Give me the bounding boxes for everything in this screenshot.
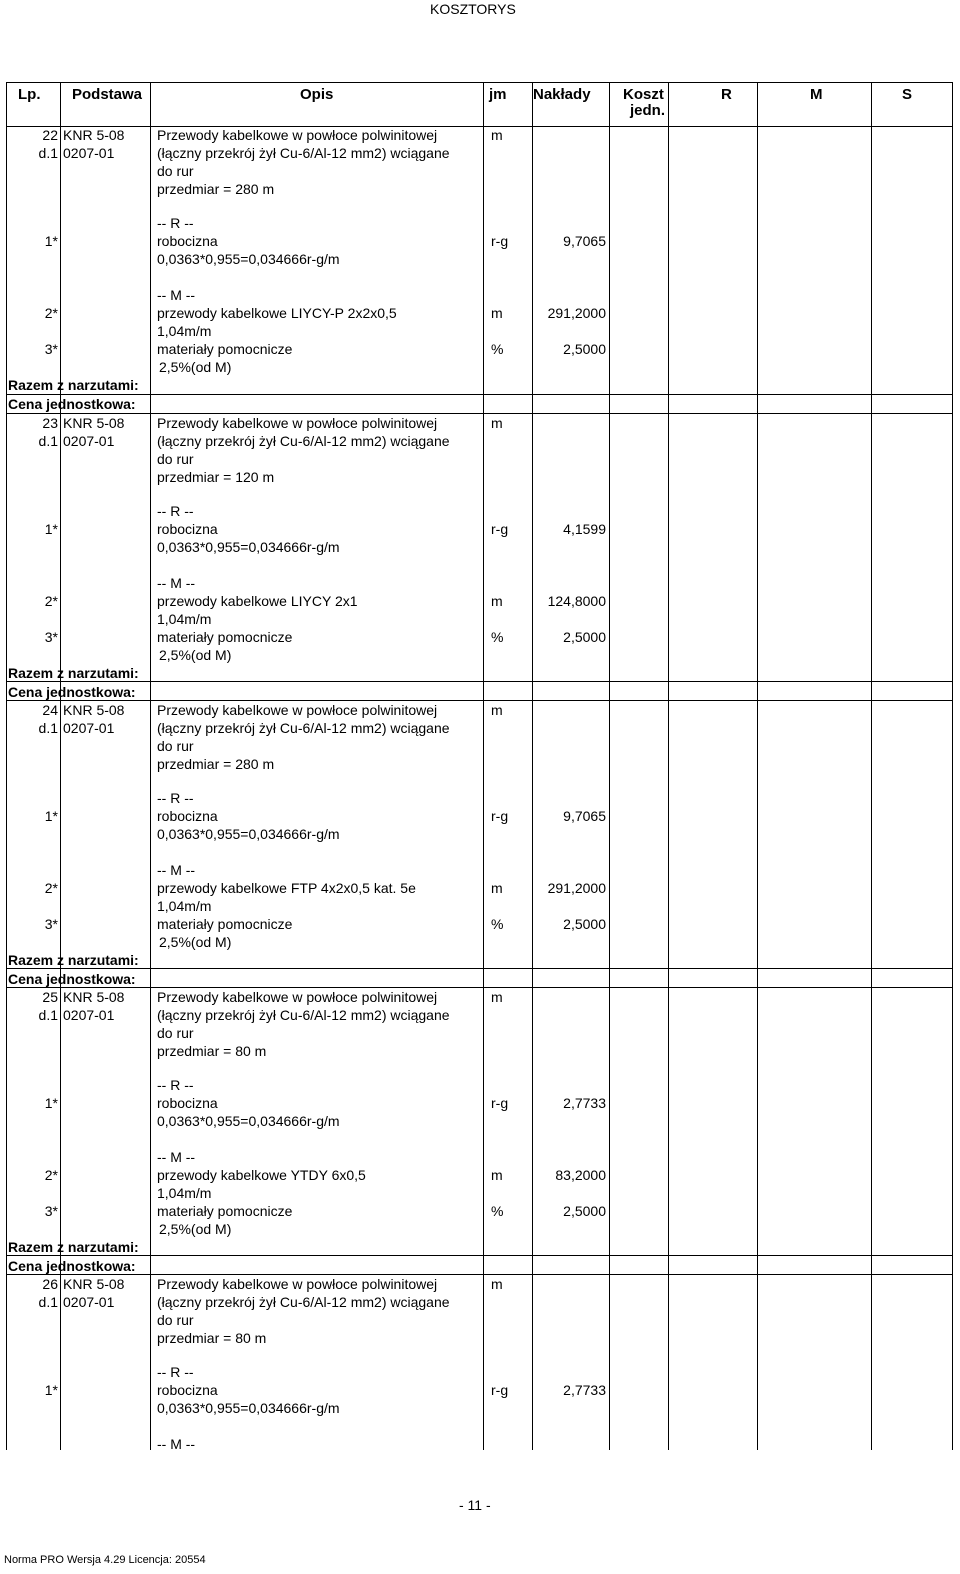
position-knr-number: 0207-01 (63, 433, 115, 449)
labour-section-header: -- R -- (157, 503, 194, 519)
column-rule (757, 82, 758, 1450)
position-unit: m (491, 989, 503, 1005)
position-description-line: przedmiar = 80 m (157, 1043, 267, 1059)
labour-item-formula: 0,0363*0,955=0,034666r-g/m (157, 1113, 340, 1129)
position-description-line: przedmiar = 120 m (157, 469, 275, 485)
position-description-line: (łączny przekrój żył Cu-6/Al-12 mm2) wciągane (157, 433, 450, 449)
material-item-value: 291,2000 (547, 880, 606, 896)
position-lp: 24 (42, 702, 58, 718)
labour-section-header: -- R -- (157, 215, 194, 231)
header-m: M (810, 86, 823, 103)
position-description-line: (łączny przekrój żył Cu-6/Al-12 mm2) wciągane (157, 720, 450, 736)
material-section-header: -- M -- (157, 1436, 196, 1452)
material-item-name: przewody kabelkowe FTP 4x2x0,5 kat. 5e (157, 880, 416, 896)
position-lp-suffix: d.1 (38, 1007, 58, 1023)
position-description-line: do rur (157, 1312, 194, 1328)
table-rule (6, 987, 952, 988)
material-item-number: 2* (44, 305, 58, 321)
material-item-value: 124,8000 (547, 593, 606, 609)
total-with-overheads-label: Razem z narzutami: (8, 1239, 139, 1255)
material-item-formula: 2,5%(od M) (159, 1221, 232, 1237)
position-unit: m (491, 1276, 503, 1292)
position-knr: KNR 5-08 (63, 702, 125, 718)
material-item-formula: 1,04m/m (157, 323, 212, 339)
position-knr-number: 0207-01 (63, 145, 115, 161)
header-naklady: Nakłady (533, 86, 591, 103)
position-lp: 26 (42, 1276, 58, 1292)
header-podstawa: Podstawa (72, 86, 143, 103)
table-rule (6, 968, 952, 969)
labour-item-formula: 0,0363*0,955=0,034666r-g/m (157, 826, 340, 842)
material-item-name: przewody kabelkowe LIYCY 2x1 (157, 593, 358, 609)
labour-item-unit: r-g (491, 1382, 509, 1398)
position-knr: KNR 5-08 (63, 989, 125, 1005)
table-rule (6, 700, 952, 701)
unit-price-label: Cena jednostkowa: (8, 971, 136, 987)
position-description-line: do rur (157, 163, 194, 179)
unit-price-label: Cena jednostkowa: (8, 396, 136, 412)
material-item-value: 2,5000 (563, 916, 606, 932)
position-unit: m (491, 127, 503, 143)
labour-section-header: -- R -- (157, 790, 194, 806)
material-item-value: 2,5000 (563, 1203, 606, 1219)
material-section-header: -- M -- (157, 287, 196, 303)
position-description-line: do rur (157, 1025, 194, 1041)
position-description-line: przedmiar = 80 m (157, 1330, 267, 1346)
labour-item-unit: r-g (491, 521, 509, 537)
material-item-formula: 1,04m/m (157, 898, 212, 914)
header-s: S (902, 86, 913, 103)
header-jm: jm (489, 86, 507, 103)
position-description-line: (łączny przekrój żył Cu-6/Al-12 mm2) wciągane (157, 145, 450, 161)
material-item-number: 3* (44, 1203, 58, 1219)
position-description-line: przedmiar = 280 m (157, 181, 275, 197)
material-item-number: 3* (44, 916, 58, 932)
position-description-line: do rur (157, 738, 194, 754)
material-section-header: -- M -- (157, 862, 196, 878)
labour-item-value: 9,7065 (563, 233, 606, 249)
material-item-unit: % (491, 629, 504, 645)
column-rule (483, 82, 484, 1450)
footer-text: Norma PRO Wersja 4.29 Licencja: 20554 (4, 1554, 206, 1566)
labour-item-formula: 0,0363*0,955=0,034666r-g/m (157, 1400, 340, 1416)
position-unit: m (491, 415, 503, 431)
labour-item-name: robocizna (157, 808, 218, 824)
position-lp-suffix: d.1 (38, 720, 58, 736)
column-rule (532, 82, 533, 1450)
material-item-formula: 2,5%(od M) (159, 647, 232, 663)
table-rule (6, 1274, 952, 1275)
column-rule (668, 82, 669, 1450)
labour-item-value: 2,7733 (563, 1382, 606, 1398)
column-rule (952, 82, 953, 1450)
position-description-line: (łączny przekrój żył Cu-6/Al-12 mm2) wciągane (157, 1007, 450, 1023)
labour-item-formula: 0,0363*0,955=0,034666r-g/m (157, 539, 340, 555)
material-item-value: 83,2000 (555, 1167, 606, 1183)
labour-item-number: 1* (44, 1095, 58, 1111)
labour-item-name: robocizna (157, 1382, 218, 1398)
position-lp: 23 (42, 415, 58, 431)
material-item-unit: m (491, 880, 503, 896)
labour-item-name: robocizna (157, 521, 218, 537)
position-lp: 22 (42, 127, 58, 143)
material-item-number: 3* (44, 629, 58, 645)
column-rule (609, 82, 610, 1450)
position-description-line: (łączny przekrój żył Cu-6/Al-12 mm2) wciągane (157, 1294, 450, 1310)
material-item-unit: m (491, 305, 503, 321)
page-title: KOSZTORYS (430, 1, 516, 17)
labour-item-formula: 0,0363*0,955=0,034666r-g/m (157, 251, 340, 267)
position-description-line: Przewody kabelkowe w powłoce polwinitowej (157, 415, 438, 431)
material-item-value: 291,2000 (547, 305, 606, 321)
material-item-formula: 1,04m/m (157, 1185, 212, 1201)
material-item-number: 2* (44, 880, 58, 896)
labour-item-value: 9,7065 (563, 808, 606, 824)
position-description-line: Przewody kabelkowe w powłoce polwinitowej (157, 702, 438, 718)
material-item-name: materiały pomocnicze (157, 1203, 293, 1219)
table-rule (6, 126, 952, 127)
material-item-formula: 2,5%(od M) (159, 934, 232, 950)
material-item-number: 2* (44, 593, 58, 609)
header-koszt: Koszt (623, 86, 664, 103)
labour-item-name: robocizna (157, 1095, 218, 1111)
position-knr: KNR 5-08 (63, 415, 125, 431)
table-rule (6, 82, 952, 83)
position-description-line: przedmiar = 280 m (157, 756, 275, 772)
position-lp-suffix: d.1 (38, 145, 58, 161)
position-knr-number: 0207-01 (63, 1007, 115, 1023)
material-item-number: 2* (44, 1167, 58, 1183)
labour-item-unit: r-g (491, 1095, 509, 1111)
table-rule (6, 394, 952, 395)
position-unit: m (491, 702, 503, 718)
material-item-unit: % (491, 916, 504, 932)
labour-item-number: 1* (44, 233, 58, 249)
labour-item-unit: r-g (491, 808, 509, 824)
position-lp: 25 (42, 989, 58, 1005)
header-koszt-jedn: jedn. (630, 102, 666, 119)
position-knr: KNR 5-08 (63, 127, 125, 143)
labour-item-number: 1* (44, 521, 58, 537)
material-section-header: -- M -- (157, 1149, 196, 1165)
table-rule (6, 413, 952, 414)
labour-item-name: robocizna (157, 233, 218, 249)
position-lp-suffix: d.1 (38, 433, 58, 449)
column-rule (150, 82, 151, 1450)
material-item-number: 3* (44, 341, 58, 357)
position-knr-number: 0207-01 (63, 1294, 115, 1310)
labour-item-value: 2,7733 (563, 1095, 606, 1111)
table-rule (6, 681, 952, 682)
material-item-formula: 2,5%(od M) (159, 359, 232, 375)
material-item-name: materiały pomocnicze (157, 341, 293, 357)
labour-section-header: -- R -- (157, 1364, 194, 1380)
material-item-name: materiały pomocnicze (157, 629, 293, 645)
unit-price-label: Cena jednostkowa: (8, 684, 136, 700)
material-item-name: materiały pomocnicze (157, 916, 293, 932)
position-description-line: do rur (157, 451, 194, 467)
labour-item-number: 1* (44, 808, 58, 824)
header-opis: Opis (300, 86, 334, 103)
material-item-value: 2,5000 (563, 629, 606, 645)
material-item-unit: % (491, 1203, 504, 1219)
total-with-overheads-label: Razem z narzutami: (8, 665, 139, 681)
total-with-overheads-label: Razem z narzutami: (8, 952, 139, 968)
column-rule (6, 82, 7, 1450)
unit-price-label: Cena jednostkowa: (8, 1258, 136, 1274)
header-r: R (721, 86, 732, 103)
position-knr-number: 0207-01 (63, 720, 115, 736)
column-rule (871, 82, 872, 1450)
position-description-line: Przewody kabelkowe w powłoce polwinitowej (157, 127, 438, 143)
labour-item-unit: r-g (491, 233, 509, 249)
material-section-header: -- M -- (157, 575, 196, 591)
labour-item-number: 1* (44, 1382, 58, 1398)
total-with-overheads-label: Razem z narzutami: (8, 377, 139, 393)
material-item-unit: % (491, 341, 504, 357)
material-item-formula: 1,04m/m (157, 611, 212, 627)
labour-section-header: -- R -- (157, 1077, 194, 1093)
labour-item-value: 4,1599 (563, 521, 606, 537)
material-item-name: przewody kabelkowe YTDY 6x0,5 (157, 1167, 366, 1183)
table-rule (6, 1255, 952, 1256)
position-description-line: Przewody kabelkowe w powłoce polwinitowej (157, 989, 438, 1005)
page-number: - 11 - (459, 1497, 491, 1513)
position-description-line: Przewody kabelkowe w powłoce polwinitowej (157, 1276, 438, 1292)
material-item-value: 2,5000 (563, 341, 606, 357)
material-item-unit: m (491, 1167, 503, 1183)
material-item-name: przewody kabelkowe LIYCY-P 2x2x0,5 (157, 305, 397, 321)
header-lp: Lp. (18, 86, 41, 103)
material-item-unit: m (491, 593, 503, 609)
position-knr: KNR 5-08 (63, 1276, 125, 1292)
position-lp-suffix: d.1 (38, 1294, 58, 1310)
